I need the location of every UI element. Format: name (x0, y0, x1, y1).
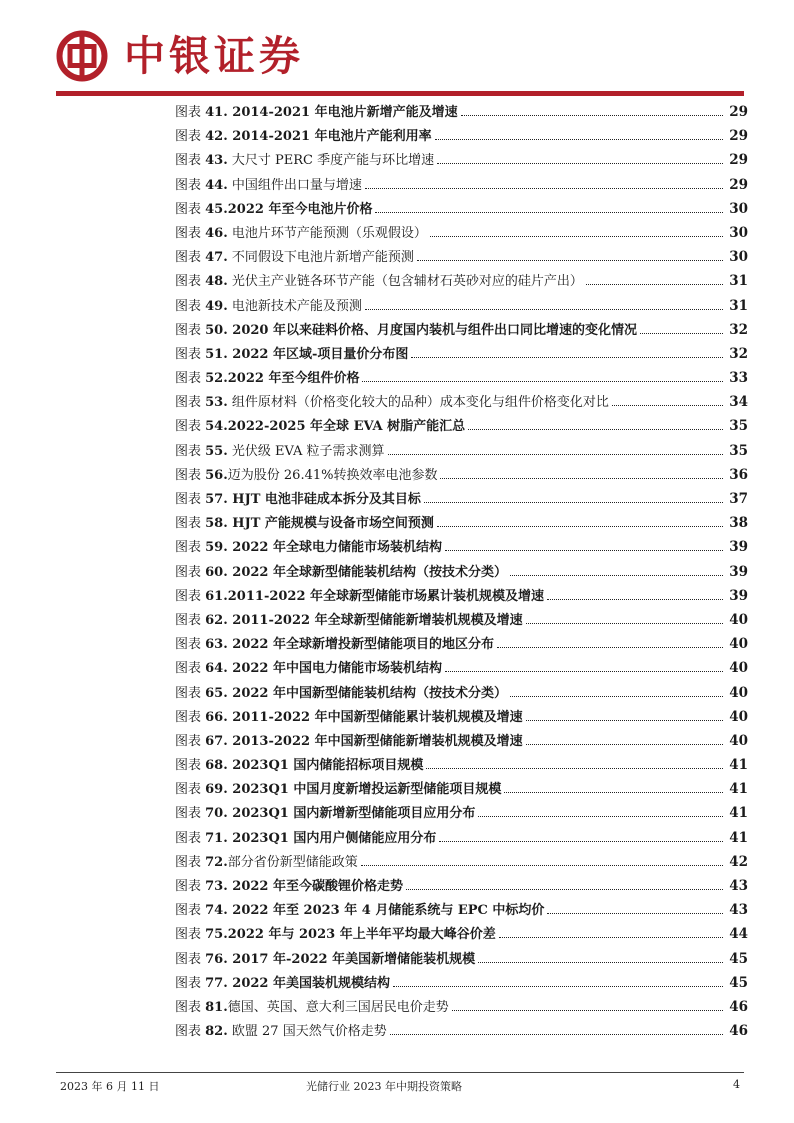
toc-entry[interactable] (175, 221, 748, 245)
toc-entry-number: 54. (205, 419, 228, 435)
toc-entry-page: 46 (729, 998, 748, 1015)
toc-entry-prefix: 图表 (175, 225, 206, 241)
toc-entry-title: 2022 年全球新增投新型储能项目的地区分布 (227, 637, 494, 653)
toc-entry-prefix: 图表 (175, 806, 206, 822)
toc-entry-label (175, 440, 385, 464)
toc-entry-number: 52. (205, 371, 228, 387)
toc-entry-title: 光伏主产业链各环节产能（包含辅材石英砂对应的硅片产出） (227, 274, 583, 290)
toc-entry-title: 迈为股份 26.41%转换效率电池参数 (227, 467, 438, 483)
footer-divider (56, 1072, 744, 1073)
toc-entry[interactable] (175, 294, 748, 318)
toc-entry-page: 31 (729, 273, 748, 290)
toc-dot-leader (406, 888, 723, 890)
toc-entry[interactable] (175, 608, 748, 632)
toc-entry-page: 45 (729, 974, 748, 991)
toc-dot-leader (393, 985, 723, 987)
toc-entry-number: 67. (205, 733, 228, 749)
toc-entry-number: 41. (205, 105, 228, 120)
toc-entry-prefix: 图表 (175, 951, 206, 967)
toc-entry-number: 49. (205, 298, 228, 314)
toc-entry[interactable] (175, 439, 748, 463)
toc-dot-leader (468, 428, 723, 430)
toc-entry-number: 81. (205, 999, 228, 1015)
toc-entry[interactable] (175, 535, 748, 559)
toc-entry[interactable] (175, 632, 748, 656)
toc-entry-label (175, 101, 458, 125)
toc-entry-label (175, 706, 523, 730)
toc-entry-prefix: 图表 (175, 1024, 206, 1040)
toc-entry-title: 欧盟 27 国天然气价格走势 (227, 1024, 387, 1040)
toc-entry[interactable] (175, 366, 748, 390)
toc-entry-prefix: 图表 (175, 177, 206, 193)
toc-entry-page: 44 (729, 926, 748, 943)
toc-dot-leader (439, 840, 723, 842)
toc-entry-label (175, 270, 583, 294)
toc-dot-leader (365, 187, 723, 189)
toc-entry[interactable] (175, 414, 748, 438)
bank-of-china-logo-icon (56, 30, 108, 82)
toc-entry-title: 2011-2022 年中国新型储能累计装机规模及增速 (227, 709, 523, 725)
toc-dot-leader (499, 936, 723, 938)
toc-entry-title: 2011-2022 年全球新型储能市场累计装机规模及增速 (227, 588, 545, 604)
toc-entry-number: 71. (205, 830, 228, 846)
toc-entry-page: 31 (729, 297, 748, 314)
toc-entry-number: 42. (205, 129, 228, 145)
toc-entry-prefix: 图表 (175, 612, 206, 628)
toc-entry-number: 68. (205, 758, 228, 774)
toc-entry-number: 51. (205, 346, 228, 362)
toc-entry-number: 58. (205, 516, 228, 532)
toc-entry-prefix: 图表 (175, 733, 206, 749)
toc-entry-label (175, 875, 403, 899)
toc-entry[interactable] (175, 656, 748, 680)
toc-entry[interactable] (175, 971, 748, 995)
toc-entry-prefix: 图表 (175, 516, 206, 532)
toc-entry-prefix: 图表 (175, 443, 206, 459)
toc-entry-label (175, 198, 372, 222)
toc-entry[interactable] (175, 269, 748, 293)
toc-entry-page: 34 (729, 394, 748, 411)
toc-entry-title: 光伏级 EVA 粒子需求测算 (227, 443, 385, 459)
toc-entry-number: 46. (205, 225, 228, 241)
toc-entry-page: 40 (729, 611, 748, 628)
toc-entry[interactable] (175, 560, 748, 584)
toc-entry-label (175, 972, 390, 996)
toc-entry-label (175, 246, 414, 270)
toc-entry-prefix: 图表 (175, 419, 206, 435)
toc-dot-leader (445, 549, 723, 551)
toc-entry-label (175, 415, 465, 439)
toc-entry-title: 2014-2021 年电池片新增产能及增速 (227, 105, 458, 120)
toc-entry-label (175, 609, 523, 633)
toc-dot-leader (640, 332, 723, 334)
toc-entry-label (175, 948, 475, 972)
toc-entry-page: 30 (729, 200, 748, 217)
toc-entry-number: 44. (205, 177, 228, 193)
toc-entry-label (175, 1020, 387, 1044)
toc-dot-leader (586, 283, 723, 285)
toc-entry[interactable] (175, 729, 748, 753)
toc-dot-leader (445, 670, 723, 672)
toc-entry-prefix: 图表 (175, 371, 206, 387)
toc-entry-page: 46 (729, 1023, 748, 1040)
toc-entry-number: 76. (205, 951, 228, 967)
toc-entry-prefix: 图表 (175, 492, 206, 507)
toc-entry-number: 45. (205, 201, 228, 217)
toc-entry[interactable] (175, 584, 748, 608)
toc-entry-page: 40 (729, 708, 748, 725)
toc-entry-title: 组件原材料（价格变化较大的品种）成本变化与组件价格变化对比 (227, 395, 609, 411)
toc-entry-label (175, 488, 421, 512)
toc-entry[interactable] (175, 777, 748, 801)
toc-entry-title: 电池新技术产能及预测 (227, 298, 362, 314)
toc-entry-page: 42 (729, 853, 748, 870)
toc-entry-prefix: 图表 (175, 709, 206, 725)
toc-entry-prefix: 图表 (175, 588, 206, 604)
toc-entry-prefix: 图表 (175, 903, 206, 919)
toc-entry-prefix: 图表 (175, 830, 206, 846)
toc-entry-number: 73. (205, 879, 228, 894)
toc-entry-label (175, 730, 523, 754)
toc-entry-number: 63. (205, 637, 228, 653)
toc-entry[interactable] (175, 753, 748, 777)
toc-entry-prefix: 图表 (175, 927, 206, 943)
toc-entry-label (175, 295, 362, 319)
toc-entry[interactable] (175, 705, 748, 729)
toc-entry-prefix: 图表 (175, 201, 206, 217)
toc-entry-page: 41 (729, 829, 748, 846)
toc-entry-prefix: 图表 (175, 879, 206, 894)
toc-entry-page: 29 (729, 176, 748, 193)
toc-dot-leader (510, 574, 723, 576)
toc-dot-leader (497, 646, 723, 648)
toc-entry-page: 37 (729, 491, 748, 507)
toc-dot-leader (461, 114, 723, 116)
toc-entry[interactable] (175, 801, 748, 825)
toc-entry-label (175, 923, 496, 947)
toc-dot-leader (510, 695, 723, 697)
toc-entry-number: 82. (205, 1024, 228, 1040)
toc-entry-title: 2017 年-2022 年美国新增储能装机规模 (227, 951, 476, 967)
toc-entry-title: 中国组件出口量与增速 (227, 177, 362, 193)
toc-dot-leader (390, 1033, 723, 1035)
toc-entry-label (175, 512, 434, 536)
toc-entry-page: 41 (729, 781, 748, 798)
toc-entry-prefix: 图表 (175, 153, 206, 169)
toc-entry-page: 33 (729, 370, 748, 387)
toc-entry[interactable] (175, 463, 748, 487)
toc-entry-title: 2022-2025 年全球 EVA 树脂产能汇总 (227, 419, 466, 435)
toc-entry-title: 2022 年至今碳酸锂价格走势 (227, 879, 403, 894)
report-header (56, 26, 756, 90)
toc-entry[interactable] (175, 922, 748, 946)
toc-entry-page: 40 (729, 732, 748, 749)
toc-entry[interactable] (175, 511, 748, 535)
toc-entry-label (175, 367, 359, 391)
toc-entry-number: 64. (205, 661, 228, 677)
toc-entry-number: 57. (205, 492, 228, 507)
toc-entry-title: 2022 年中国新型储能装机结构（按技术分类） (227, 685, 507, 701)
toc-entry-prefix: 图表 (175, 298, 206, 314)
footer-date: 2023 年 6 月 11 日 (60, 1080, 160, 1093)
toc-entry-prefix: 图表 (175, 999, 206, 1015)
toc-entry-number: 69. (205, 782, 228, 798)
toc-dot-leader (361, 864, 723, 866)
toc-entry-number: 74. (205, 903, 228, 919)
toc-entry[interactable] (175, 342, 748, 366)
page-footer (60, 1078, 744, 1098)
toc-entry-label (175, 827, 436, 851)
toc-entry-label (175, 125, 432, 149)
toc-entry[interactable] (175, 874, 748, 898)
toc-entry-number: 48. (205, 274, 228, 290)
toc-entry-page: 35 (729, 442, 748, 459)
toc-entry[interactable] (175, 947, 748, 971)
toc-dot-leader (452, 1009, 723, 1011)
toc-entry-prefix: 图表 (175, 637, 206, 653)
toc-entry-title: 德国、英国、意大利三国居民电价走势 (227, 999, 449, 1015)
brand-name: 中银证券 (124, 32, 304, 80)
toc-entry-label (175, 778, 501, 802)
toc-dot-leader (375, 211, 723, 213)
toc-dot-leader (547, 912, 723, 914)
toc-entry-title: HJT 产能规模与设备市场空间预测 (227, 516, 434, 532)
toc-entry-prefix: 图表 (175, 782, 206, 798)
toc-entry-title: 2011-2022 年全球新型储能新增装机规模及增速 (227, 612, 523, 628)
toc-entry[interactable] (175, 850, 748, 874)
toc-entry-number: 70. (205, 806, 228, 822)
toc-entry-title: 大尺寸 PERC 季度产能与环比增速 (227, 153, 435, 169)
toc-entry-title: 2023Q1 中国月度新增投运新型储能项目规模 (227, 782, 502, 798)
toc-entry-label (175, 851, 358, 875)
toc-entry-title: 2023Q1 国内用户侧储能应用分布 (227, 830, 437, 846)
toc-entry[interactable] (175, 148, 748, 172)
toc-entry-label (175, 802, 475, 826)
toc-entry-number: 56. (205, 467, 228, 483)
toc-entry-page: 39 (729, 563, 748, 580)
toc-entry-prefix: 图表 (175, 129, 206, 145)
toc-dot-leader (411, 356, 723, 358)
toc-entry-prefix: 图表 (175, 975, 206, 991)
toc-entry-page: 43 (729, 902, 748, 919)
toc-dot-leader (437, 525, 723, 527)
toc-entry-number: 47. (205, 250, 228, 266)
toc-entry-page: 35 (729, 418, 748, 435)
toc-entry-label (175, 633, 494, 657)
toc-dot-leader (526, 622, 723, 624)
toc-entry-label (175, 391, 609, 415)
toc-entry-label (175, 174, 362, 198)
toc-entry-label (175, 754, 423, 778)
toc-entry[interactable] (175, 124, 748, 148)
toc-dot-leader (440, 477, 723, 479)
toc-entry-prefix: 图表 (175, 758, 206, 774)
toc-entry-page: 43 (729, 878, 748, 894)
toc-dot-leader (547, 598, 723, 600)
toc-entry-page: 45 (729, 950, 748, 967)
toc-entry-number: 43. (205, 153, 228, 169)
toc-entry-title: 2022 年至今电池片价格 (227, 201, 373, 217)
toc-entry-title: 2020 年以来硅料价格、月度国内装机与组件出口同比增速的变化情况 (227, 322, 637, 338)
toc-entry-prefix: 图表 (175, 467, 206, 483)
toc-entry-page: 41 (729, 805, 748, 822)
toc-entry-label (175, 996, 449, 1020)
footer-report-title: 光储行业 2023 年中期投资策略 (306, 1080, 462, 1093)
toc-entry-prefix: 图表 (175, 274, 206, 290)
toc-dot-leader (526, 719, 723, 721)
toc-entry-title: HJT 电池非硅成本拆分及其目标 (227, 492, 421, 507)
toc-entry-label (175, 682, 507, 706)
toc-dot-leader (362, 380, 723, 382)
toc-entry-number: 50. (205, 322, 228, 338)
toc-entry[interactable] (175, 390, 748, 414)
toc-entry-label (175, 149, 434, 173)
toc-entry[interactable] (175, 173, 748, 197)
toc-dot-leader (426, 767, 723, 769)
toc-entry-prefix: 图表 (175, 661, 206, 677)
toc-entry-page: 39 (729, 539, 748, 556)
toc-entry-number: 65. (205, 685, 228, 701)
toc-entry[interactable] (175, 1019, 748, 1043)
toc-entry-title: 部分省份新型储能政策 (227, 854, 358, 870)
toc-entry-label (175, 343, 408, 367)
toc-entry-number: 75. (205, 927, 228, 943)
toc-dot-leader (435, 138, 723, 140)
toc-entry-page: 38 (729, 515, 748, 532)
toc-dot-leader (504, 791, 723, 793)
toc-entry-title: 2013-2022 年中国新型储能新增装机规模及增速 (227, 733, 523, 749)
toc-entry-number: 61. (205, 588, 228, 604)
figure-list (175, 100, 748, 1043)
toc-entry-prefix: 图表 (175, 346, 206, 362)
toc-dot-leader (478, 815, 723, 817)
toc-entry[interactable] (175, 995, 748, 1019)
toc-entry[interactable] (175, 898, 748, 922)
toc-entry-number: 72. (205, 854, 228, 870)
toc-entry-number: 60. (205, 564, 228, 580)
toc-entry-label (175, 464, 437, 488)
toc-entry-title: 2022 年与 2023 年上半年平均最大峰谷价差 (227, 927, 496, 943)
toc-entry-number: 77. (205, 975, 228, 991)
toc-entry-title: 电池片环节产能预测（乐观假设） (227, 225, 427, 241)
toc-entry-number: 59. (205, 540, 228, 556)
toc-entry-page: 32 (729, 321, 748, 338)
toc-entry-label (175, 536, 442, 560)
toc-entry-label (175, 561, 507, 585)
header-divider (56, 91, 744, 96)
toc-entry-prefix: 图表 (175, 685, 206, 701)
toc-entry-page: 36 (729, 466, 748, 483)
toc-entry-page: 40 (729, 684, 748, 701)
toc-dot-leader (424, 501, 723, 503)
toc-entry-page: 41 (729, 757, 748, 774)
toc-entry[interactable] (175, 826, 748, 850)
toc-entry-title: 2022 年至今组件价格 (227, 371, 360, 387)
toc-entry-label (175, 657, 442, 681)
toc-entry-page: 32 (729, 345, 748, 362)
toc-entry-title: 2022 年美国装机规模结构 (227, 975, 390, 991)
toc-entry-page: 39 (729, 587, 748, 604)
toc-dot-leader (437, 162, 723, 164)
toc-entry[interactable] (175, 245, 748, 269)
toc-entry-label (175, 899, 544, 923)
toc-dot-leader (526, 743, 723, 745)
toc-entry[interactable] (175, 487, 748, 511)
toc-entry-title: 2022 年全球电力储能市场装机结构 (227, 540, 442, 556)
toc-entry-number: 55. (205, 443, 228, 459)
toc-entry-prefix: 图表 (175, 322, 206, 338)
toc-entry-prefix: 图表 (175, 105, 206, 120)
toc-entry-title: 不同假设下电池片新增产能预测 (227, 250, 414, 266)
toc-entry-number: 66. (205, 709, 228, 725)
toc-entry-prefix: 图表 (175, 395, 206, 411)
toc-entry-page: 30 (729, 224, 748, 241)
toc-entry-label (175, 319, 637, 343)
toc-entry-title: 2022 年全球新型储能装机结构（按技术分类） (227, 564, 507, 580)
toc-entry[interactable] (175, 681, 748, 705)
toc-dot-leader (478, 961, 723, 963)
toc-dot-leader (365, 308, 723, 310)
toc-entry-number: 53. (205, 395, 228, 411)
toc-entry-prefix: 图表 (175, 564, 206, 580)
toc-dot-leader (430, 235, 723, 237)
toc-entry-page: 30 (729, 249, 748, 266)
toc-dot-leader (417, 259, 723, 261)
toc-entry[interactable] (175, 318, 748, 342)
toc-entry-title: 2014-2021 年电池片产能利用率 (227, 129, 432, 145)
toc-entry[interactable] (175, 100, 748, 124)
toc-entry-title: 2022 年中国电力储能市场装机结构 (227, 661, 442, 677)
toc-entry-title: 2022 年至 2023 年 4 月储能系统与 EPC 中标均价 (227, 903, 545, 919)
toc-entry-page: 29 (729, 128, 748, 145)
toc-entry-page: 29 (729, 152, 748, 169)
footer-page-number: 4 (733, 1078, 740, 1091)
toc-dot-leader (388, 453, 723, 455)
toc-dot-leader (612, 404, 723, 406)
toc-entry[interactable] (175, 197, 748, 221)
toc-entry-prefix: 图表 (175, 540, 206, 556)
toc-entry-page: 40 (729, 636, 748, 653)
toc-entry-label (175, 585, 544, 609)
toc-entry-prefix: 图表 (175, 250, 206, 266)
toc-entry-prefix: 图表 (175, 854, 206, 870)
toc-entry-page: 40 (729, 660, 748, 677)
toc-entry-title: 2022 年区域-项目量价分布图 (227, 346, 409, 362)
toc-entry-page: 29 (729, 104, 748, 120)
toc-entry-title: 2023Q1 国内储能招标项目规模 (227, 758, 424, 774)
toc-entry-title: 2023Q1 国内新增新型储能项目应用分布 (227, 806, 476, 822)
toc-entry-label (175, 222, 427, 246)
toc-entry-number: 62. (205, 612, 228, 628)
